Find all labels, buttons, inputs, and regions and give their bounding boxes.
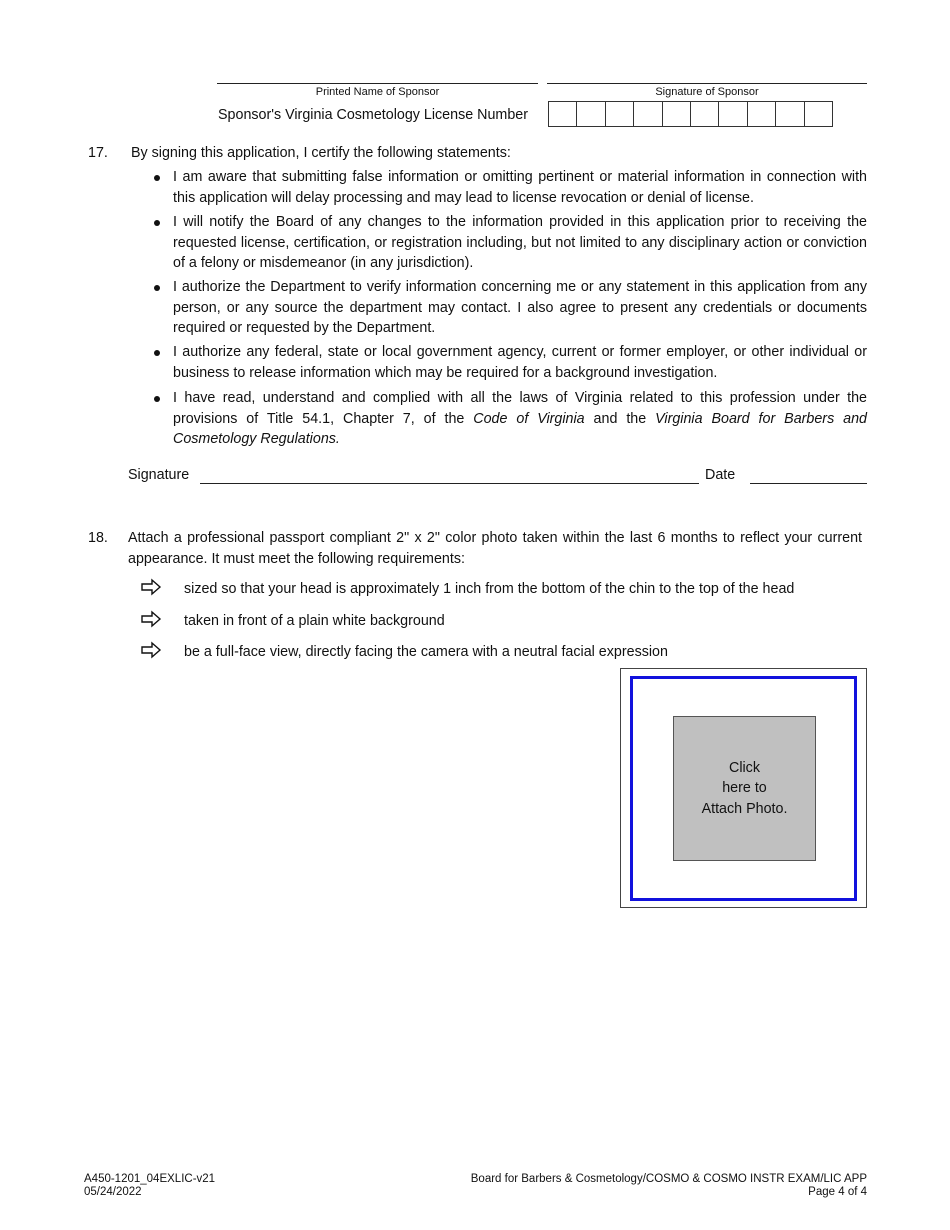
statement-text: I authorize any federal, state or local government agency, current or former employer, or other individual or business to release information which may be required for a background investigation. — [173, 344, 867, 381]
license-digit-box[interactable] — [804, 101, 833, 127]
item-17-intro: By signing this application, I certify the following statements: — [131, 145, 511, 161]
license-digit-box[interactable] — [605, 101, 634, 127]
arrow-right-icon — [140, 578, 162, 596]
statement-item — [154, 388, 867, 450]
printed-name-line[interactable] — [217, 83, 538, 84]
statement-item — [154, 277, 867, 339]
bullet-icon — [154, 175, 160, 181]
code-of-virginia-ref: Code of Virginia — [473, 410, 585, 427]
item-18-number: 18. — [88, 530, 108, 546]
attach-photo-line: Click — [729, 759, 760, 776]
license-digit-box[interactable] — [747, 101, 776, 127]
statement-text-part: I have read, understand and complied with all the laws of Virginia related to this profession under the provisions of Title 54.1, Chapter 7, of the — [173, 390, 867, 427]
footer-left — [84, 1173, 215, 1199]
statement-text-part: and the — [584, 410, 656, 427]
footer-right — [471, 1173, 867, 1199]
license-digit-box[interactable] — [690, 101, 719, 127]
signature-line[interactable] — [200, 483, 699, 484]
statement-text — [173, 388, 867, 450]
arrow-right-icon — [140, 641, 162, 659]
sponsor-signature-label: Signature of Sponsor — [655, 86, 759, 98]
statement-text: I authorize the Department to verify information concerning me or any statement in this application from any person, or any source the department may contact. I also agree to present any credentials or documents required or requested by the Department. — [173, 279, 867, 336]
bullet-icon — [154, 396, 160, 402]
requirement-text: be a full-face view, directly facing the camera with a neutral facial expression — [184, 644, 668, 660]
item-17-number: 17. — [88, 145, 108, 161]
bullet-icon — [154, 220, 160, 226]
form-id: A450-1201_04EXLIC-v21 — [84, 1173, 216, 1185]
attach-photo-line: Attach Photo. — [701, 800, 788, 817]
license-digit-box[interactable] — [775, 101, 804, 127]
license-digit-box[interactable] — [576, 101, 605, 127]
date-line[interactable] — [750, 483, 867, 484]
license-digit-box[interactable] — [633, 101, 662, 127]
bullet-icon — [154, 285, 160, 291]
item-18-intro: Attach a professional passport compliant 2" x 2" color photo taken within the last 6 months to reflect your current appearance. It must meet the following requirements: — [128, 530, 862, 567]
date-label: Date — [705, 467, 736, 483]
arrow-right-icon — [140, 610, 162, 628]
attach-photo-button[interactable] — [673, 716, 816, 861]
sponsor-signature-line[interactable] — [547, 83, 867, 84]
license-number-label: Sponsor's Virginia Cosmetology License Number — [218, 107, 529, 123]
page-number: Page 4 of 4 — [808, 1186, 867, 1198]
statement-text: I will notify the Board of any changes to the information provided in this application prior to receiving the requested license, certification, or registration including, but not limited to any disciplinary action or conviction of a felony or misdemeanor (in any jurisdiction). — [173, 214, 867, 271]
board-regulations-ref: Virginia Board for Barbers and Cosmetology Regulations. — [173, 410, 867, 447]
form-date: 05/24/2022 — [84, 1186, 142, 1198]
attach-photo-label — [695, 758, 795, 820]
board-name: Board for Barbers & Cosmetology/COSMO & COSMO INSTR EXAM/LIC APP — [470, 1173, 867, 1185]
requirement-text: taken in front of a plain white background — [184, 613, 445, 629]
printed-name-label: Printed Name of Sponsor — [315, 86, 440, 98]
requirement-text: sized so that your head is approximately 1 inch from the bottom of the chin to the top of the head — [184, 581, 795, 597]
statement-item — [154, 167, 867, 208]
attach-photo-line: here to — [722, 780, 767, 797]
statement-item — [154, 212, 867, 274]
license-digit-box[interactable] — [548, 101, 577, 127]
bullet-icon — [154, 350, 160, 356]
license-digit-box[interactable] — [718, 101, 747, 127]
statement-text: I am aware that submitting false information or omitting pertinent or material information in connection with this application will delay processing and may lead to license revocation or denial of license. — [173, 169, 867, 206]
statement-item — [154, 342, 867, 383]
signature-label: Signature — [128, 467, 190, 483]
license-digit-box[interactable] — [662, 101, 691, 127]
